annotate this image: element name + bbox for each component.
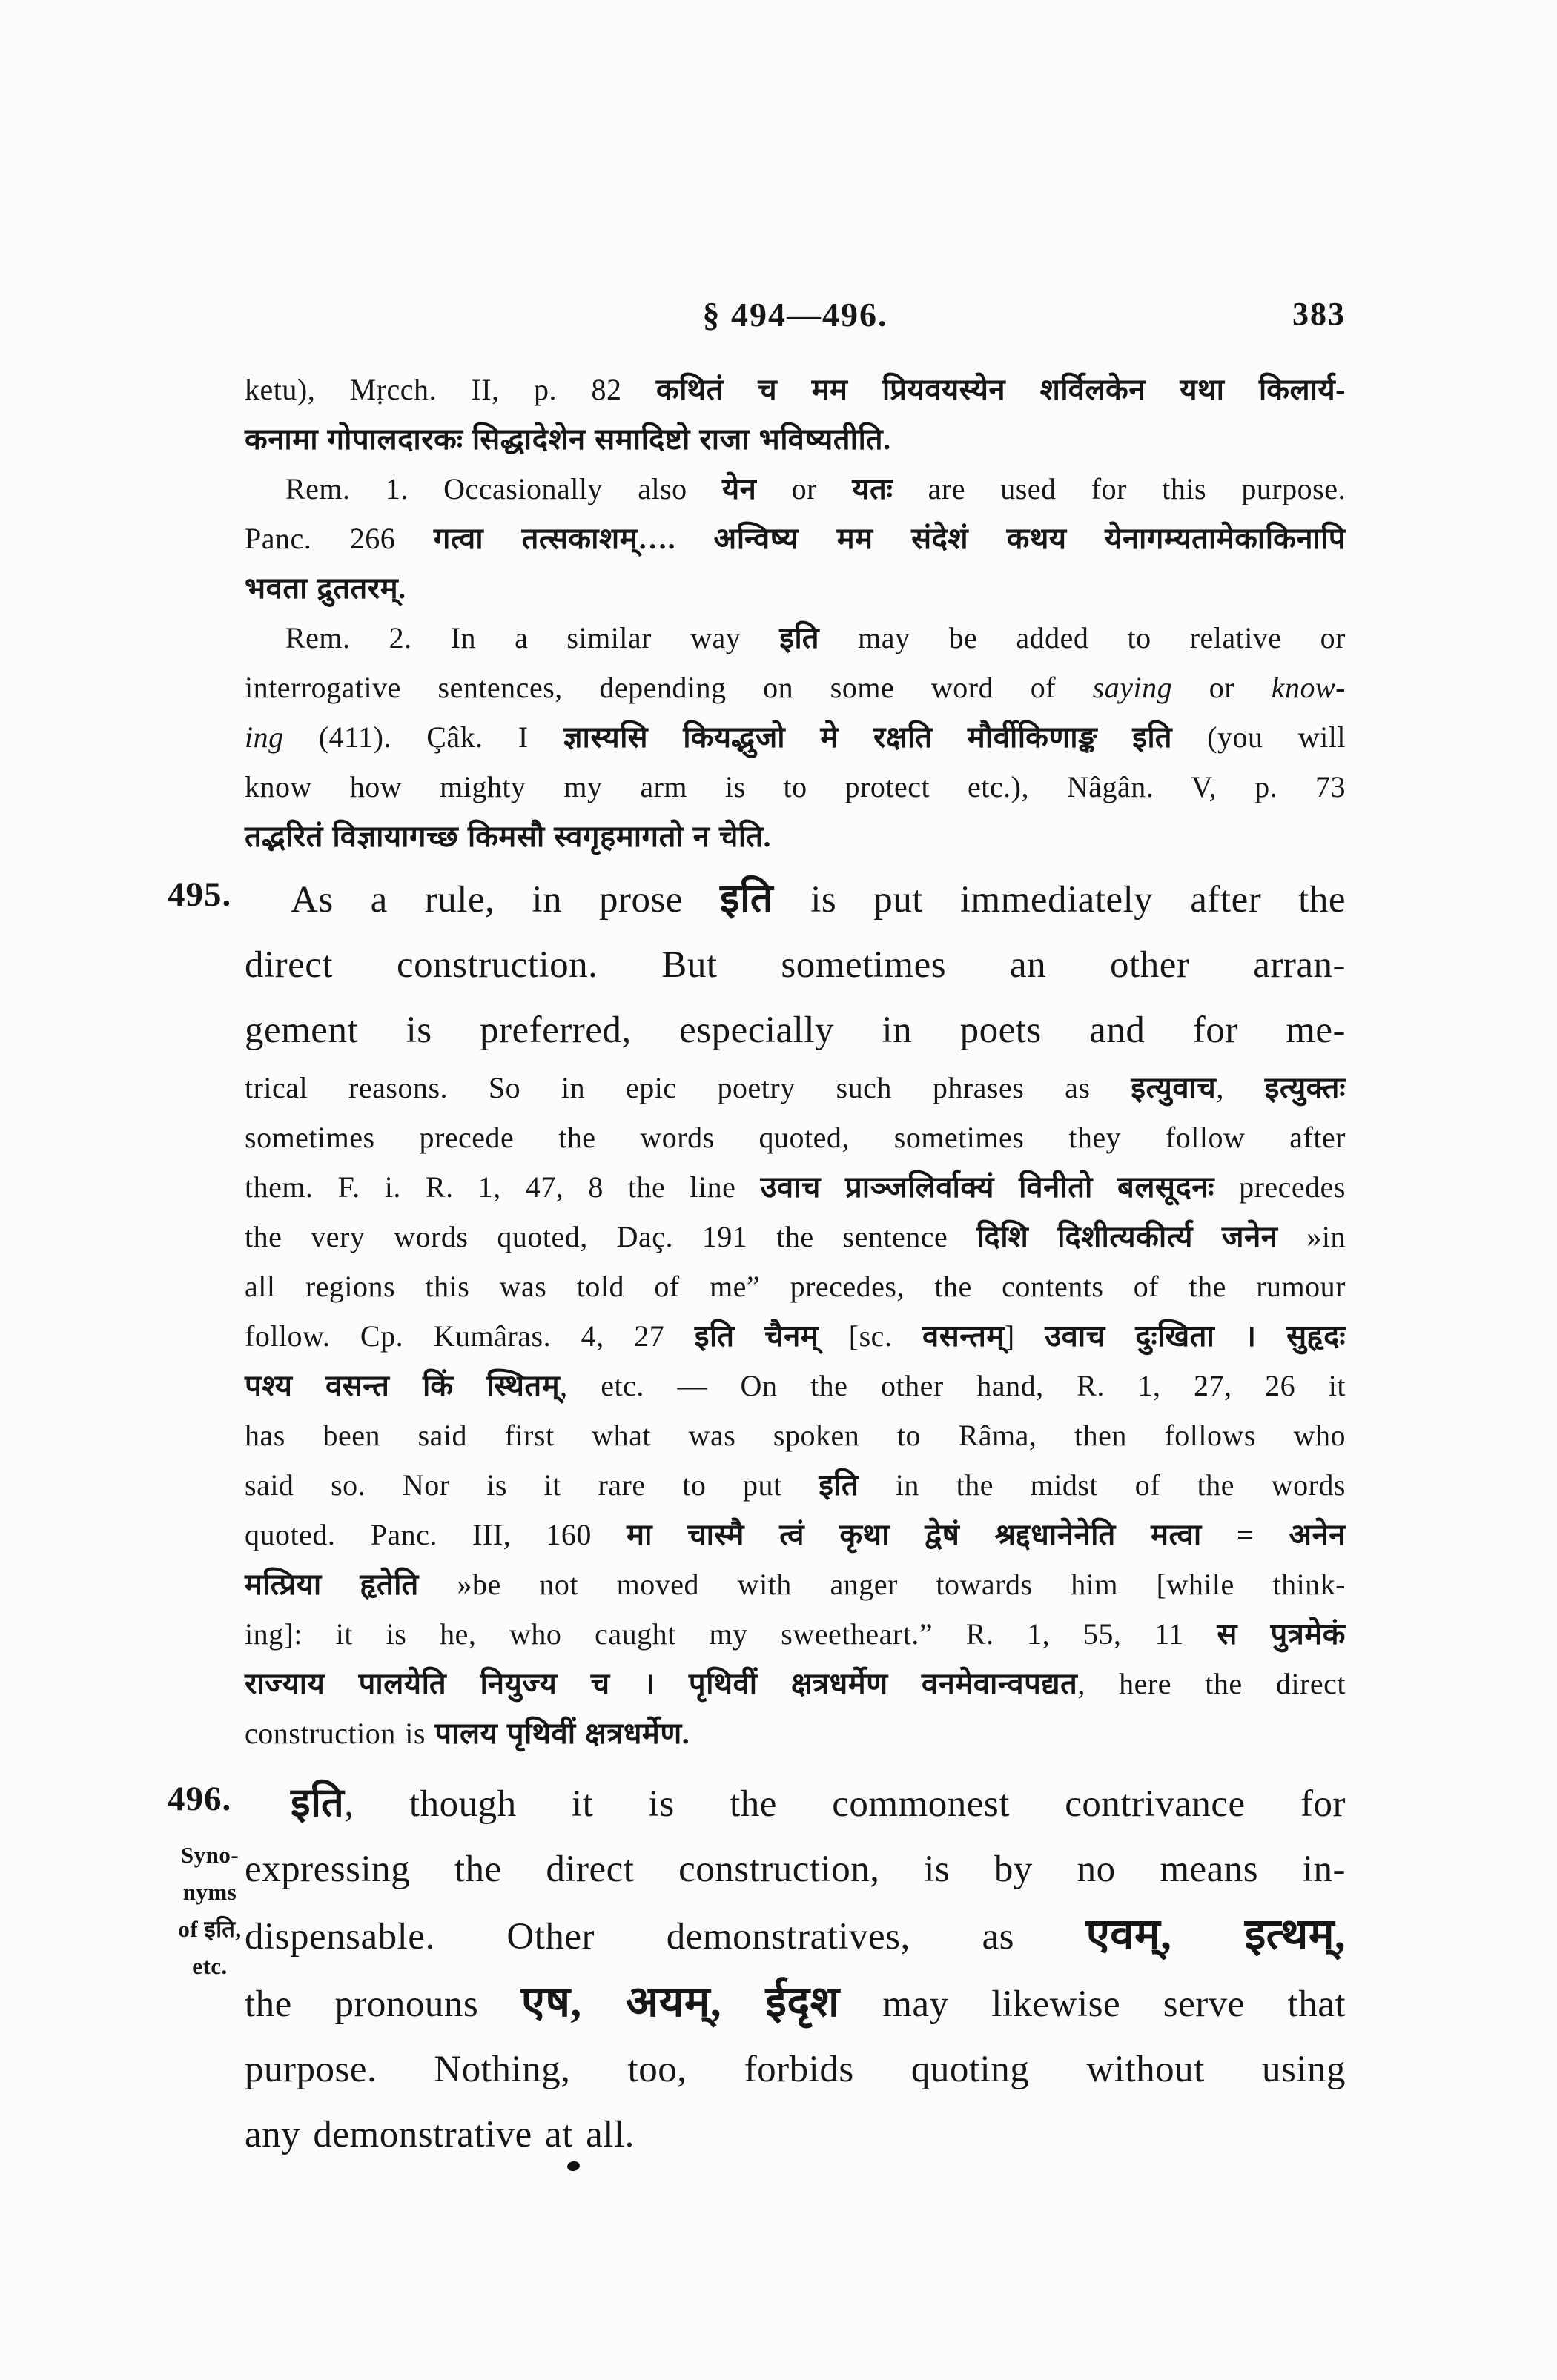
latin-text: ketu), Mṛcch. II, p. 82	[245, 373, 656, 406]
devanagari-text: इति	[779, 621, 820, 654]
latin-text: may be added to relative or	[819, 621, 1346, 654]
devanagari-text: इति	[819, 1468, 859, 1502]
latin-text: them. F. i. R. 1, 47, 8 the line	[245, 1170, 761, 1204]
latin-text: in the midst of the words	[859, 1468, 1346, 1502]
devanagari-text: येन	[721, 472, 757, 505]
text-line	[245, 1460, 1346, 1510]
text-line	[245, 1510, 1346, 1559]
devanagari-text: इति	[1132, 720, 1173, 754]
devanagari-text: कनामा गोपालदारकः सिद्धादेशेन समादिष्टो राजा भविष्यतीति.	[245, 422, 891, 456]
latin-text: Rem. 1. Occasionally also	[285, 472, 722, 505]
latin-text: all regions this was told of me” precedes, the contents of the rumour	[245, 1270, 1346, 1303]
devanagari-text: वसन्तम्	[922, 1319, 1005, 1353]
devanagari-text: कथितं च मम प्रियवयस्येन शर्विलकेन यथा किलार्य-	[655, 373, 1346, 406]
text-line	[245, 812, 1346, 861]
devanagari-text: इति	[291, 1780, 345, 1825]
devanagari-text: तद्भरितं विज्ञायागच्छ किमसौ स्वगृहमागतो न चेति.	[245, 820, 771, 853]
text-line	[245, 2037, 1346, 2102]
italic-text: know-	[1271, 671, 1346, 704]
text-line	[245, 2102, 1346, 2167]
latin-text: sometimes precede the words quoted, sometimes they follow after	[245, 1121, 1346, 1154]
text-line	[245, 866, 1346, 932]
text-line	[245, 1411, 1346, 1460]
latin-text: »in	[1277, 1220, 1346, 1253]
latin-text: dispensable. Other demonstratives, as	[245, 1916, 1086, 1958]
text-line	[245, 365, 1346, 414]
devanagari-text: इति चैनम्	[694, 1319, 819, 1353]
latin-text: any demonstrative at all.	[245, 2114, 635, 2155]
devanagari-text: इति	[719, 876, 774, 921]
text-line	[245, 1063, 1346, 1113]
devanagari-text: गत्वा तत्सकाशम्….	[433, 522, 676, 555]
text-line	[245, 998, 1346, 1063]
latin-text: or	[1172, 671, 1272, 704]
text-line	[245, 1659, 1346, 1708]
devanagari-text: स पुत्रमेकं	[1217, 1617, 1346, 1651]
text-line	[245, 1162, 1346, 1212]
latin-text: is put immediately after the	[773, 879, 1346, 921]
latin-text: [sc.	[819, 1319, 923, 1353]
text-line	[245, 1969, 1346, 2037]
text-line	[245, 1770, 1346, 1837]
header-section-range: § 494—496.	[702, 296, 888, 334]
text-line	[245, 514, 1346, 563]
latin-text: (411). Çâk. I	[283, 720, 563, 754]
latin-text: »be not moved with anger towards him [while think-	[418, 1568, 1346, 1601]
text-line	[245, 712, 1346, 762]
latin-text: gement is preferred, especially in poets and for me-	[245, 1010, 1346, 1051]
devanagari-text: ज्ञास्यसि कियद्भुजो मे रक्षति मौर्वीकिणाङ्क	[563, 720, 1097, 754]
latin-text: construction is	[245, 1717, 435, 1750]
devanagari-text: दिशि दिशीत्यकीर्त्य जनेन	[976, 1220, 1278, 1253]
latin-text	[675, 522, 714, 555]
text-line	[245, 663, 1346, 712]
latin-text: are used for this purpose.	[893, 472, 1346, 505]
latin-text: So in epic poetry such phrases as	[448, 1071, 1131, 1104]
text-line	[245, 1902, 1346, 1969]
section-number-495: 495.	[168, 875, 232, 914]
text-line	[245, 1708, 1346, 1758]
devanagari-text: राज्याय पालयेति नियुज्य च । पृथिवीं क्षत्रधर्मेण वनमेवान्वपद्यत	[245, 1667, 1078, 1700]
latin-text: , though it is the commonest contrivance for	[344, 1783, 1346, 1825]
text-line	[245, 1837, 1346, 1902]
text-line	[245, 414, 1346, 464]
text-block	[245, 365, 1346, 2167]
margin-note-line: Syno-	[180, 1842, 239, 1868]
text-line	[245, 1113, 1346, 1162]
text-line	[245, 1559, 1346, 1609]
latin-text: expressing the direct construction, is by no means in-	[245, 1849, 1346, 1890]
devanagari-text: भवता द्रुततरम्.	[245, 571, 406, 605]
devanagari-text: एष, अयम्, ईदृश	[520, 1978, 840, 2026]
text-line	[245, 464, 1346, 514]
latin-text: know how mighty my arm is to protect etc.), Nâgân. V, p. 73	[245, 770, 1346, 803]
text-line	[245, 1609, 1346, 1659]
latin-text: (you will	[1172, 720, 1346, 754]
text-line	[245, 762, 1346, 812]
italic-text: ing	[245, 720, 284, 754]
text-line	[245, 1361, 1346, 1411]
devanagari-text: मत्प्रिया हृतेति	[245, 1568, 419, 1601]
margin-note-line: of इति,	[178, 1916, 242, 1942]
latin-text: said so. Nor is it rare to put	[245, 1468, 819, 1502]
text-line	[245, 932, 1346, 998]
latin-text: or	[756, 472, 853, 505]
italic-text: saying	[1092, 671, 1173, 704]
text-line	[245, 563, 1346, 613]
latin-text: the pronouns	[245, 1983, 521, 2025]
latin-text: direct construction. But sometimes an other arran-	[245, 944, 1346, 986]
latin-text: ,	[1216, 1071, 1265, 1104]
latin-text: may likewise serve that	[839, 1983, 1346, 2025]
section-number-496: 496.	[168, 1780, 232, 1818]
latin-text: the very words quoted, Daç. 191 the sentence	[245, 1220, 977, 1253]
latin-text	[1097, 720, 1132, 754]
devanagari-text: अन्विष्य मम संदेशं कथय येनागम्यतामेकाकिनापि	[713, 522, 1346, 555]
text-line	[245, 1262, 1346, 1311]
latin-text: trical reasons.	[245, 1071, 449, 1104]
devanagari-text: यतः	[852, 472, 893, 505]
latin-text: ing]: it is he, who caught my sweetheart.” R. 1, 55, 11	[245, 1617, 1217, 1651]
latin-text: As a rule, in prose	[291, 879, 720, 921]
devanagari-text: मा चास्मै त्वं कृथा द्वेषं श्रद्दधानेनेति मत्वा = अनेन	[627, 1518, 1346, 1551]
devanagari-text: उवाच दुःखिता । सुहृदः	[1045, 1319, 1346, 1353]
latin-text: ]	[1004, 1319, 1045, 1353]
page-header	[245, 295, 1346, 339]
latin-text: interrogative sentences, depending on some word of	[245, 671, 1093, 704]
text-line	[245, 1311, 1346, 1361]
latin-text: follow. Cp. Kumâras. 4, 27	[245, 1319, 695, 1353]
latin-text: has been said first what was spoken to Râma, then follows who	[245, 1419, 1346, 1452]
devanagari-text: उवाच प्राञ्जलिर्वाक्यं विनीतो बलसूदनः	[760, 1170, 1214, 1204]
margin-note-line: etc.	[192, 1953, 228, 1979]
devanagari-text: इत्युक्तः	[1264, 1071, 1346, 1104]
latin-text: , etc. — On the other hand, R. 1, 27, 26 it	[560, 1369, 1346, 1402]
text-line	[245, 1212, 1346, 1262]
devanagari-text: पश्य वसन्त किं स्थितम्	[245, 1369, 561, 1402]
latin-text: Panc. 266	[245, 522, 434, 555]
latin-text: purpose. Nothing, too, forbids quoting without using	[245, 2049, 1346, 2090]
latin-text: Rem. 2. In a similar way	[285, 621, 780, 654]
text-line	[245, 613, 1346, 663]
latin-text: , here the direct	[1077, 1667, 1346, 1700]
header-page-number: 383	[1292, 296, 1346, 332]
margin-note-line: nyms	[182, 1879, 237, 1905]
latin-text: quoted. Panc. III, 160	[245, 1518, 627, 1551]
devanagari-text: इत्युवाच	[1131, 1071, 1217, 1104]
devanagari-text: एवम्, इत्थम्,	[1085, 1910, 1346, 1958]
latin-text: precedes	[1214, 1170, 1346, 1204]
devanagari-text: पालय पृथिवीं क्षत्रधर्मेण.	[434, 1717, 690, 1750]
